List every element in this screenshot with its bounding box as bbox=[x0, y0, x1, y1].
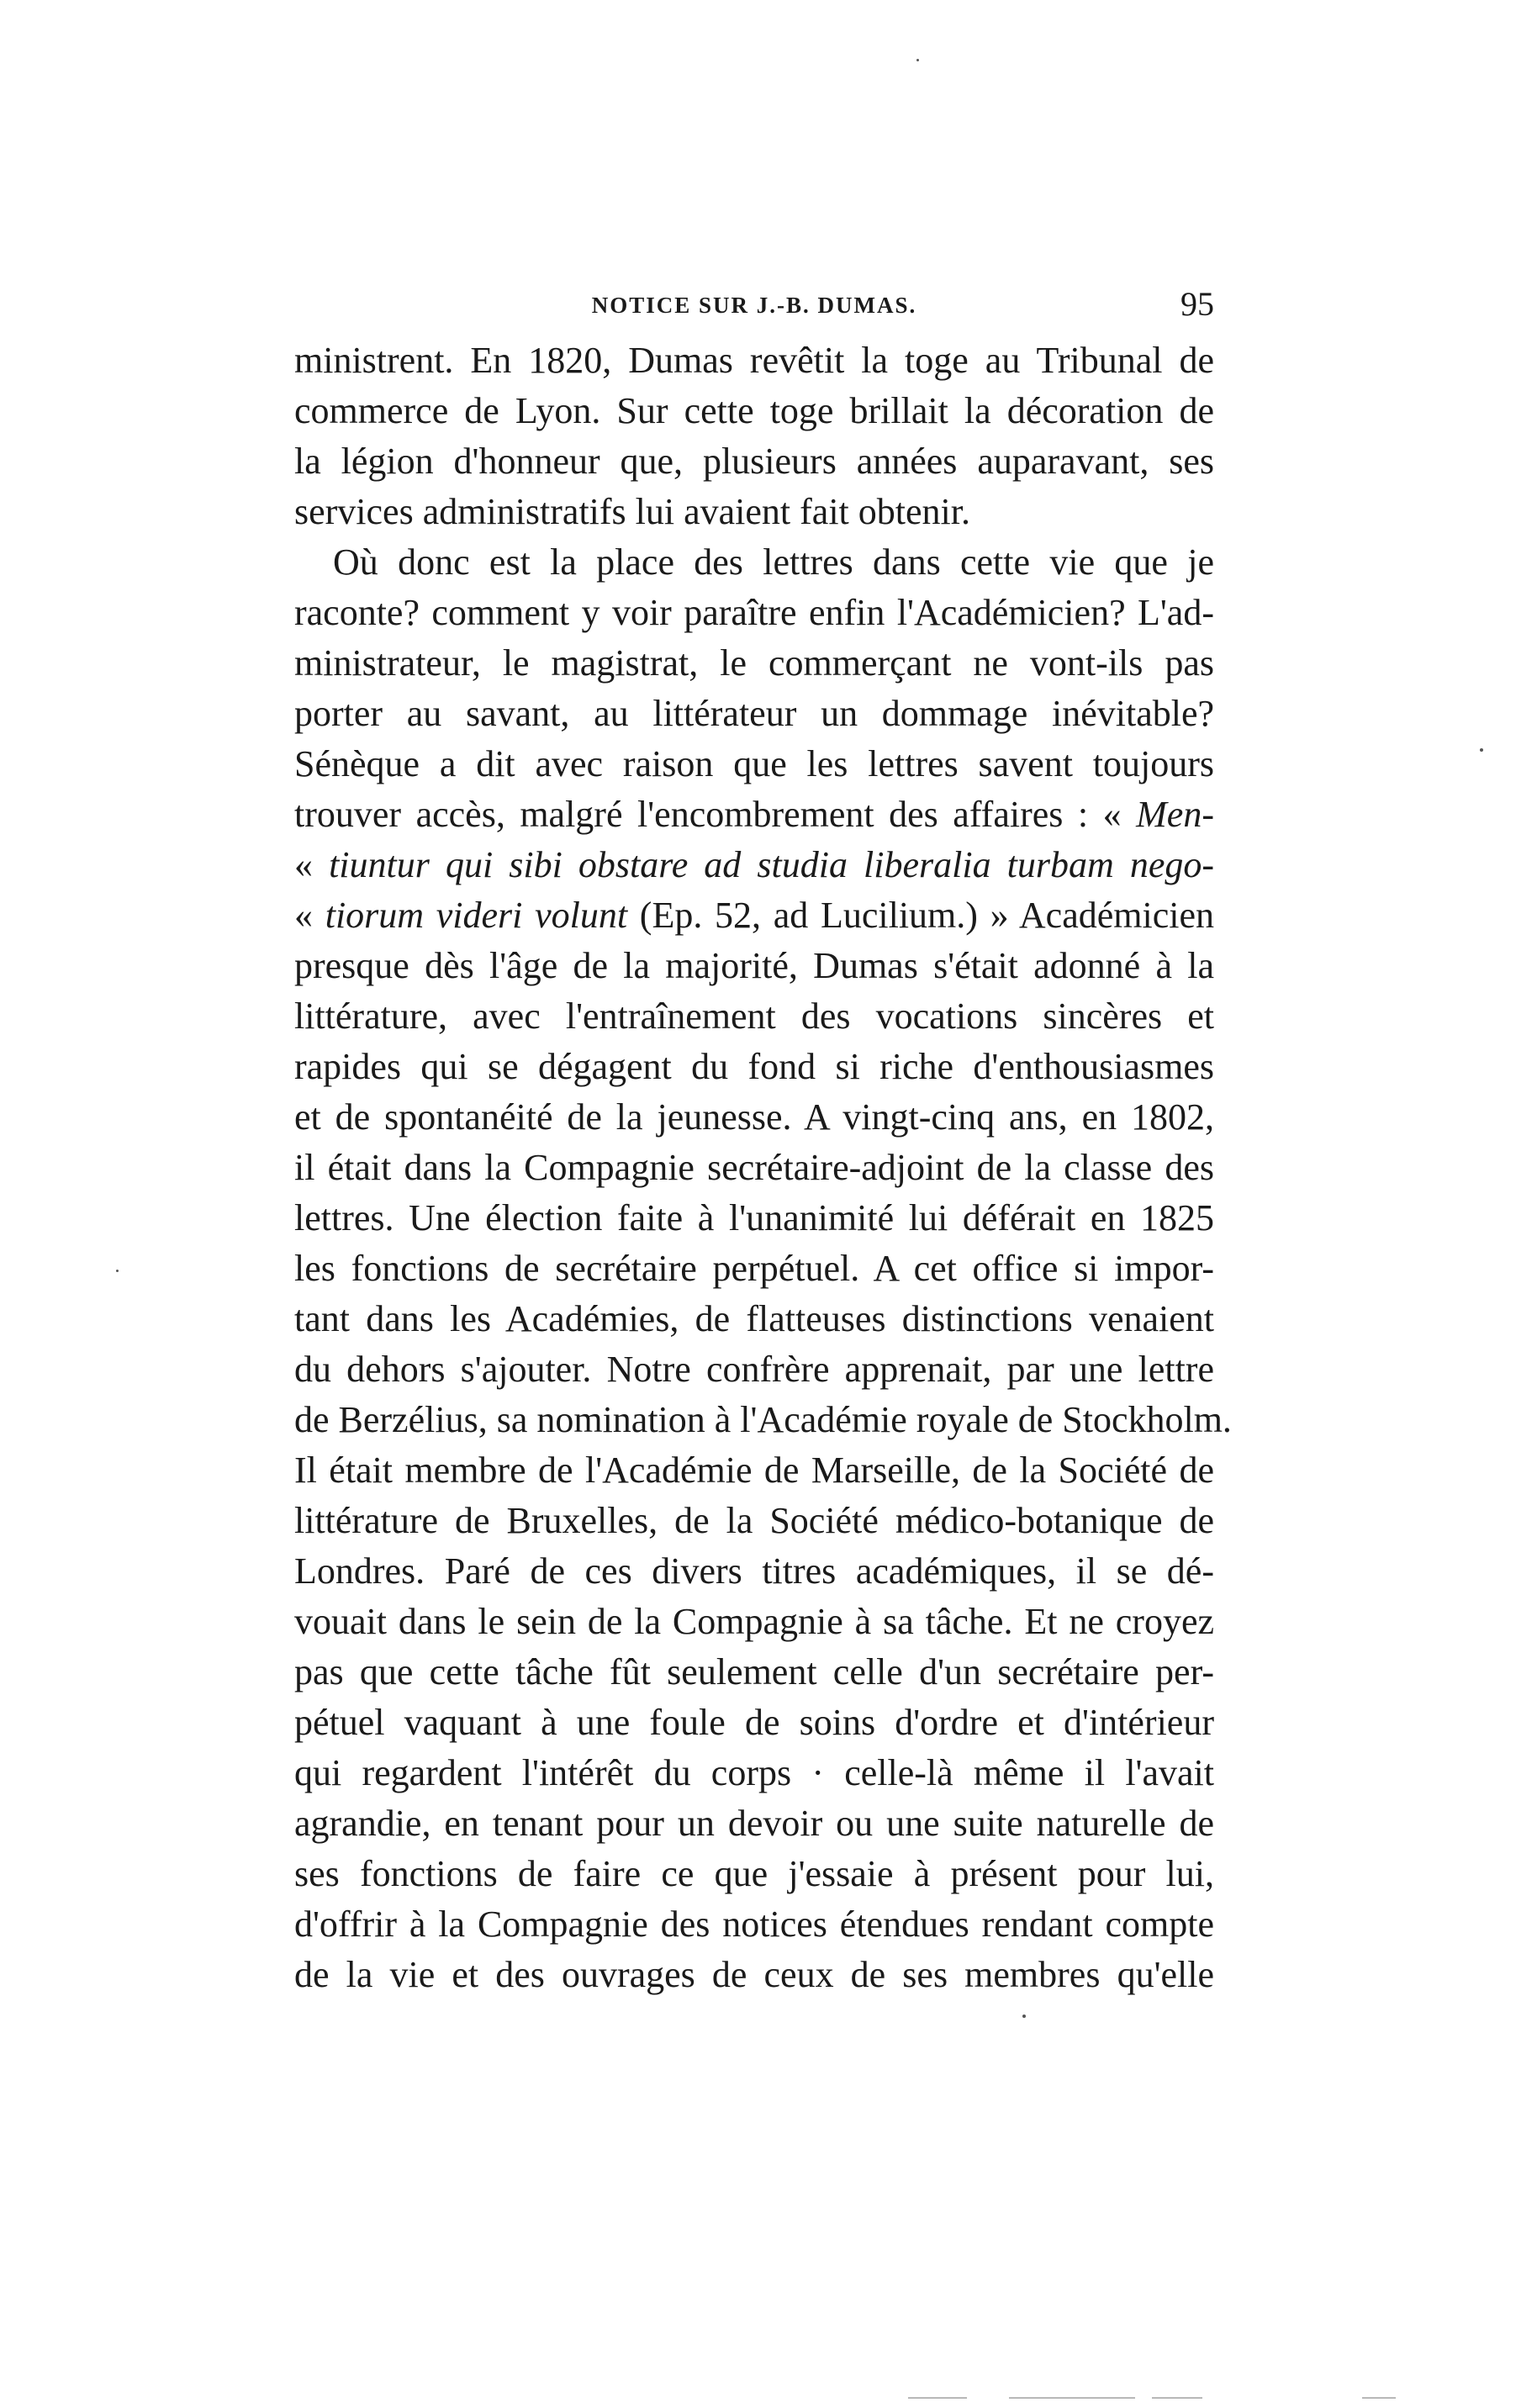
text-line: la légion d'honneur que, plusieurs années auparavant, ses bbox=[294, 441, 1214, 482]
text-line: Il était membre de l'Académie de Marseille, de la Société de bbox=[294, 1450, 1214, 1491]
text-line: qui regardent l'intérêt du corps · celle-là même il l'avait bbox=[294, 1752, 1214, 1793]
text-line: du dehors s'ajouter. Notre confrère apprenait, par une lettre bbox=[294, 1349, 1214, 1390]
text-line: Sénèque a dit avec raison que les lettres savent toujours bbox=[294, 743, 1214, 784]
text-line-with-quote bbox=[294, 890, 1214, 941]
text-line: les fonctions de secrétaire perpétuel. A cet office si impor- bbox=[294, 1248, 1214, 1289]
text-line: ministrent. En 1820, Dumas revêtit la toge au Tribunal de bbox=[294, 340, 1214, 381]
text-line: pas que cette tâche fût seulement celle d'un secrétaire per- bbox=[294, 1651, 1214, 1692]
quote-mark: « bbox=[294, 844, 330, 885]
text-line: littérature de Bruxelles, de la Société médico-botanique de bbox=[294, 1500, 1214, 1541]
text-line: porter au savant, au littérateur un dommage inévitable? bbox=[294, 693, 1214, 734]
running-title: NOTICE SUR J.-B. DUMAS. bbox=[591, 293, 917, 318]
text-line: ministrateur, le magistrat, le commerçant ne vont-ils pas bbox=[294, 642, 1214, 684]
scan-speck bbox=[116, 1270, 119, 1272]
page-bottom-edge bbox=[908, 2397, 967, 2399]
page-bottom-edge bbox=[1009, 2397, 1135, 2399]
text-line: agrandie, en tenant pour un devoir ou une suite naturelle de bbox=[294, 1803, 1214, 1844]
running-head bbox=[294, 284, 1214, 321]
page-bottom-edge bbox=[1152, 2397, 1202, 2399]
page-number: 95 bbox=[1180, 285, 1214, 323]
scan-speck bbox=[916, 59, 919, 61]
text-line: de Berzélius, sa nomination à l'Académie royale de Stockholm. bbox=[294, 1399, 1232, 1440]
text-line: rapides qui se dégagent du fond si riche d'enthousiasmes bbox=[294, 1046, 1214, 1087]
text-line: il était dans la Compagnie secrétaire-adjoint de la classe des bbox=[294, 1147, 1214, 1188]
quote-citation: (Ep. 52, ad Lucilium.) » Académicien bbox=[627, 895, 1215, 936]
text-line: commerce de Lyon. Sur cette toge brillait la décoration de bbox=[294, 390, 1214, 431]
text-line: Londres. Paré de ces divers titres académiques, il se dé- bbox=[294, 1550, 1214, 1592]
quote-mark: « bbox=[294, 895, 325, 936]
latin-quote: tiuntur qui sibi obstare ad studia liberalia turbam nego- bbox=[329, 844, 1215, 885]
text-line: littérature, avec l'entraînement des vocations sincères et bbox=[294, 995, 1214, 1037]
text-line: Où donc est la place des lettres dans cette vie que je bbox=[333, 541, 1214, 583]
text-line: et de spontanéité de la jeunesse. A vingt-cinq ans, en 1802, bbox=[294, 1096, 1214, 1138]
text-line: raconte? comment y voir paraître enfin l'Académicien? L'ad- bbox=[294, 592, 1214, 633]
body-text bbox=[294, 335, 1232, 2000]
text-line: tant dans les Académies, de flatteuses distinctions venaient bbox=[294, 1298, 1214, 1339]
text-line: presque dès l'âge de la majorité, Dumas s'était adonné à la bbox=[294, 945, 1214, 986]
text-line: d'offrir à la Compagnie des notices étendues rendant compte bbox=[294, 1904, 1214, 1945]
latin-quote: tiorum videri volunt bbox=[325, 895, 628, 936]
scan-speck bbox=[1022, 2015, 1026, 2018]
text-line: pétuel vaquant à une foule de soins d'ordre et d'intérieur bbox=[294, 1702, 1214, 1743]
page-bottom-edge bbox=[1362, 2397, 1396, 2399]
text-line: de la vie et des ouvrages de ceux de ses membres qu'elle bbox=[294, 1954, 1214, 1995]
text-line: vouait dans le sein de la Compagnie à sa tâche. Et ne croyez bbox=[294, 1601, 1214, 1642]
text-line: ses fonctions de faire ce que j'essaie à présent pour lui, bbox=[294, 1853, 1214, 1894]
text-line-with-quote bbox=[294, 840, 1214, 890]
scan-speck bbox=[1480, 748, 1483, 752]
latin-quote: Men- bbox=[1136, 794, 1214, 835]
text-line: services administratifs lui avaient fait obtenir. bbox=[294, 491, 970, 532]
text-line-with-quote bbox=[294, 789, 1214, 840]
text-line: lettres. Une élection faite à l'unanimité lui déférait en 1825 bbox=[294, 1197, 1214, 1238]
quote-lead-in: trouver accès, malgré l'encombrement des affaires : « bbox=[294, 794, 1137, 835]
